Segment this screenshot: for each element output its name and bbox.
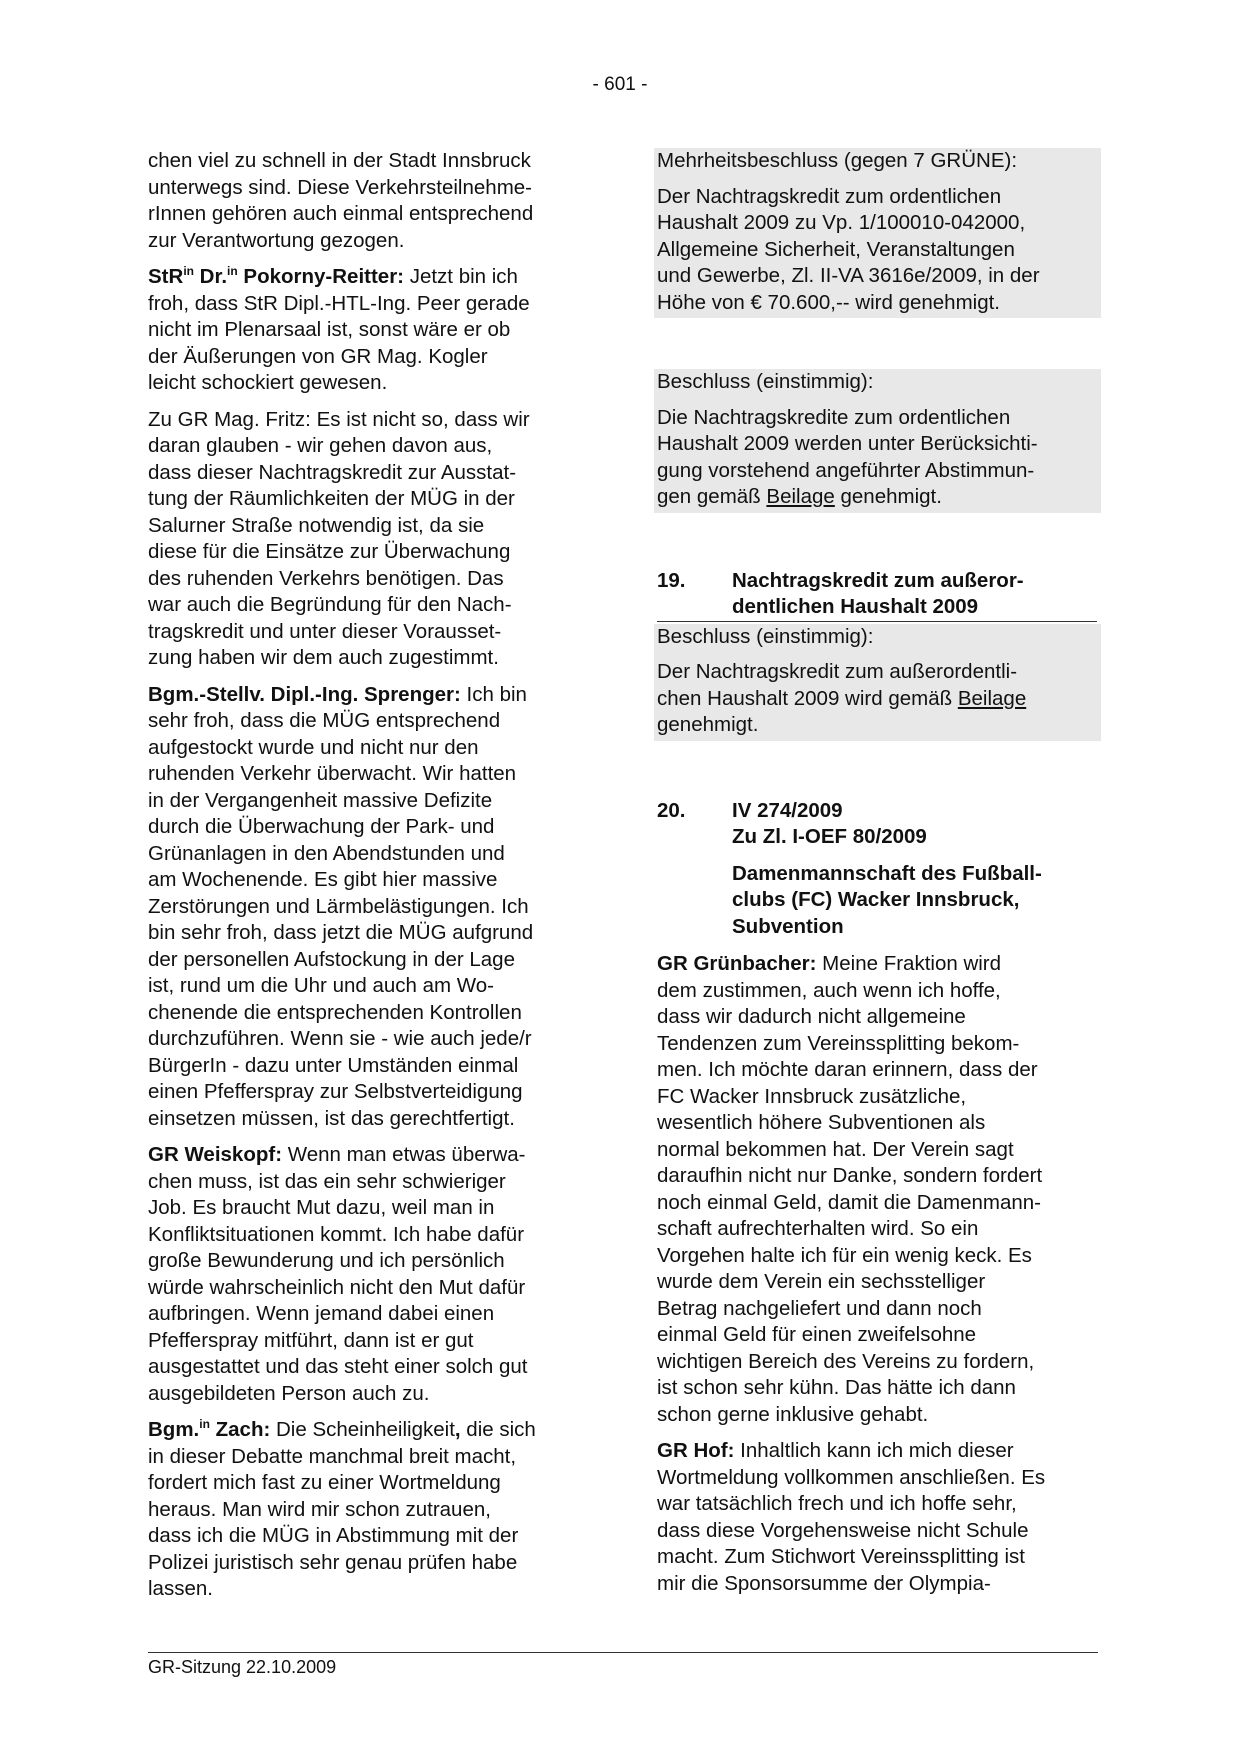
- text-line: bin sehr froh, dass jetzt die MÜG aufgrund: [148, 921, 534, 944]
- speech-text: Inhaltlich kann ich mich dieser: [734, 1439, 1014, 1462]
- text-line: ist, rund um die Uhr und auch am Wo-: [148, 974, 494, 997]
- speaker-surname: Zach:: [209, 1418, 271, 1441]
- footer-divider: [148, 1652, 1098, 1653]
- item-number: 20.: [657, 798, 686, 822]
- speaker-title: StR: [148, 265, 184, 288]
- text-line: diese für die Einsätze zur Überwachung: [148, 540, 511, 563]
- text-line: wurde dem Verein ein sechsstelliger: [657, 1270, 986, 1293]
- text-line: Höhe von € 70.600,-- wird genehmigt.: [657, 290, 1001, 314]
- superscript: in: [199, 1417, 210, 1432]
- text-line: große Bewunderung und ich persönlich: [148, 1249, 505, 1272]
- text-line: normal bekommen hat. Der Verein sagt: [657, 1137, 1014, 1161]
- text-line: der Äußerungen von GR Mag. Kogler: [148, 344, 488, 368]
- text-line: fordert mich fast zu einer Wortmeldung: [148, 1471, 501, 1494]
- speaker-title: Dr.: [193, 265, 228, 288]
- text-line: dass wir dadurch nicht allgemeine: [657, 1005, 966, 1028]
- resolution-box-item19: [654, 624, 1101, 741]
- speaker-name: GR Weiskopf:: [148, 1143, 283, 1166]
- text-span: genehmigt.: [834, 485, 942, 508]
- speaker-surname: Pokorny-Reitter:: [237, 265, 405, 288]
- speaker-name: [148, 265, 404, 288]
- agenda-item-20: [657, 798, 1097, 941]
- text-line: dass dieser Nachtragskredit zur Ausstat-: [148, 460, 517, 484]
- text-line: unterwegs sind. Diese Verkehrsteilnehme-: [148, 175, 532, 199]
- text-line: zur Verantwortung gezogen.: [148, 228, 405, 252]
- text-line: nicht im Plenarsaal ist, sonst wäre er ob: [148, 318, 511, 341]
- gruenbacher-paragraph: [657, 951, 1097, 1428]
- text-line: Polizei juristisch sehr genau prüfen habe: [148, 1550, 518, 1574]
- pokorny-paragraph: [148, 264, 588, 397]
- resolution-heading: Beschluss (einstimmig):: [657, 624, 874, 648]
- text-line: Allgemeine Sicherheit, Veranstaltungen: [657, 237, 1015, 261]
- text-line: ausgestattet und das steht einer solch gut: [148, 1355, 528, 1378]
- text-line: tragskredit und unter dieser Vorausset-: [148, 619, 502, 643]
- text-line: würde wahrscheinlich nicht den Mut dafür: [148, 1275, 526, 1299]
- text-line: [148, 264, 588, 291]
- text-line: wesentlich höhere Subventionen als: [657, 1111, 986, 1134]
- text-line: war tatsächlich frech und ich hoffe sehr,: [657, 1492, 1017, 1515]
- agenda-item-19: [657, 568, 1097, 622]
- text-line: mir die Sponsorsumme der Olympia-: [657, 1571, 991, 1595]
- fritz-paragraph: [148, 407, 588, 672]
- text-line: aufbringen. Wenn jemand dabei einen: [148, 1302, 495, 1325]
- text-line: Vorgehen halte ich für ein wenig keck. Es: [657, 1243, 1032, 1267]
- text-line: dem zustimmen, auch wenn ich hoffe,: [657, 978, 1001, 1002]
- item-title-line: Damenmannschaft des Fußball-: [732, 861, 1042, 885]
- item-title-line: clubs (FC) Wacker Innsbruck,: [732, 888, 1020, 911]
- text-line: rInnen gehören auch einmal entsprechend: [148, 202, 534, 225]
- text-line: Grünanlagen in den Abendstunden und: [148, 841, 505, 865]
- text-line: Wortmeldung vollkommen anschließen. Es: [657, 1465, 1046, 1489]
- speech-text: die sich: [460, 1418, 536, 1441]
- text-line: durch die Überwachung der Park- und: [148, 815, 495, 838]
- item-title-line: Subvention: [732, 914, 844, 938]
- right-column: [657, 148, 1097, 1607]
- text-line: genehmigt.: [657, 713, 759, 736]
- text-line: froh, dass StR Dipl.-HTL-Ing. Peer gerade: [148, 291, 530, 315]
- text-line: [657, 484, 1097, 511]
- text-line: ist schon sehr kühn. Das hätte ich dann: [657, 1376, 1016, 1399]
- superscript: in: [183, 264, 194, 279]
- speaker-name: GR Hof:: [657, 1439, 735, 1462]
- text-span: chen Haushalt 2009 wird gemäß: [657, 686, 958, 710]
- text-line: Zerstörungen und Lärmbelästigungen. Ich: [148, 894, 529, 918]
- text-line: Der Nachtragskredit zum ordentlichen: [657, 184, 1002, 208]
- text-line: Die Nachtragskredite zum ordentlichen: [657, 405, 1011, 429]
- text-line: Salurner Straße notwendig ist, da sie: [148, 513, 485, 537]
- text-line: zung haben wir dem auch zugestimmt.: [148, 646, 499, 669]
- text-line: [148, 1417, 588, 1444]
- item-reference: IV 274/2009: [732, 798, 843, 822]
- text-line: durchzuführen. Wenn sie - wie auch jede/r: [148, 1027, 532, 1050]
- text-line: BürgerIn - dazu unter Umständen einmal: [148, 1053, 519, 1077]
- superscript: in: [227, 264, 238, 279]
- text-line: tung der Räumlichkeiten der MÜG in der: [148, 487, 515, 510]
- text-line: [148, 1142, 588, 1169]
- text-line: macht. Zum Stichwort Vereinssplitting ist: [657, 1545, 1025, 1568]
- text-line: dass ich die MÜG in Abstimmung mit der: [148, 1524, 519, 1547]
- text-line: ruhenden Verkehr überwacht. Wir hatten: [148, 762, 517, 785]
- text-line: Betrag nachgeliefert und dann noch: [657, 1296, 982, 1320]
- item-title-line: dentlichen Haushalt 2009: [732, 595, 979, 618]
- text-line: gung vorstehend angeführter Abstimmun-: [657, 458, 1035, 482]
- text-line: aufgestockt wurde und nicht nur den: [148, 735, 479, 759]
- text-line: dass diese Vorgehensweise nicht Schule: [657, 1518, 1029, 1542]
- text-line: Haushalt 2009 werden unter Berücksichti-: [657, 432, 1038, 455]
- text-line: einen Pfefferspray zur Selbstverteidigung: [148, 1080, 523, 1103]
- item-reference: Zu Zl. I-OEF 80/2009: [732, 825, 927, 848]
- text-line: FC Wacker Innsbruck zusätzliche,: [657, 1084, 967, 1108]
- zach-paragraph: [148, 1417, 588, 1603]
- text-line: noch einmal Geld, damit die Damenmann-: [657, 1190, 1041, 1214]
- text-line: [657, 951, 1097, 978]
- text-line: heraus. Man wird mir schon zutrauen,: [148, 1497, 491, 1521]
- bold-comma: ,: [454, 1418, 461, 1441]
- left-column: [148, 148, 588, 1613]
- text-line: Pfefferspray mitführt, dann ist er gut: [148, 1328, 474, 1352]
- speech-text: Die Scheinheiligkeit: [270, 1418, 455, 1441]
- text-line: und Gewerbe, Zl. II-VA 3616e/2009, in der: [657, 264, 1040, 287]
- text-line: chen muss, ist das ein sehr schwieriger: [148, 1169, 506, 1193]
- text-line: Job. Es braucht Mut dazu, weil man in: [148, 1196, 495, 1219]
- resolution-box-majority: [654, 148, 1101, 318]
- speech-text: Jetzt bin ich: [404, 265, 518, 288]
- text-line: Tendenzen zum Vereinssplitting bekom-: [657, 1031, 1020, 1055]
- weiskopf-paragraph: [148, 1142, 588, 1407]
- hof-paragraph: [657, 1438, 1097, 1597]
- text-line: des ruhenden Verkehrs benötigen. Das: [148, 566, 504, 590]
- resolution-box-unanimous: [654, 369, 1101, 513]
- text-line: Zu GR Mag. Fritz: Es ist nicht so, dass wir: [148, 407, 530, 431]
- text-line: ausgebildeten Person auch zu.: [148, 1381, 430, 1405]
- speech-text: Ich bin: [460, 682, 527, 706]
- text-line: wichtigen Bereich des Vereins zu fordern,: [657, 1349, 1035, 1373]
- text-line: lassen.: [148, 1577, 213, 1600]
- beilage-link[interactable]: Beilage: [766, 485, 835, 508]
- text-line: einmal Geld für einen zweifelsohne: [657, 1323, 977, 1346]
- page-number: - 601 -: [592, 74, 648, 95]
- text-line: war auch die Begründung für den Nach-: [148, 593, 512, 616]
- item-number: 19.: [657, 568, 686, 592]
- resolution-heading: Beschluss (einstimmig):: [657, 370, 874, 393]
- text-line: [657, 1438, 1097, 1465]
- intro-paragraph: [148, 148, 588, 254]
- text-line: in dieser Debatte manchmal breit macht,: [148, 1444, 517, 1468]
- text-line: [148, 682, 588, 709]
- text-line: einsetzen müssen, ist das gerechtfertigt.: [148, 1106, 515, 1130]
- text-line: schaft aufrechterhalten wird. So ein: [657, 1217, 979, 1240]
- text-line: Der Nachtragskredit zum außerordentli-: [657, 660, 1018, 683]
- item-title-line: Nachtragskredit zum außeror-: [732, 568, 1024, 592]
- text-line: am Wochenende. Es gibt hier massive: [148, 868, 498, 891]
- speaker-name: Bgm.-Stellv. Dipl.-Ing. Sprenger:: [148, 682, 461, 706]
- text-line: der personellen Aufstockung in der Lage: [148, 947, 515, 971]
- text-line: daraufhin nicht nur Danke, sondern fordert: [657, 1164, 1043, 1187]
- text-line: men. Ich möchte daran erinnern, dass der: [657, 1058, 1038, 1081]
- speech-text: Wenn man etwas überwa-: [282, 1143, 526, 1166]
- footer-text: GR-Sitzung 22.10.2009: [148, 1657, 337, 1677]
- sprenger-paragraph: [148, 682, 588, 1133]
- text-line: daran glauben - wir gehen davon aus,: [148, 434, 493, 457]
- speaker-name: [148, 1418, 270, 1441]
- speech-text: Meine Fraktion wird: [816, 952, 1002, 975]
- text-line: [657, 686, 1097, 713]
- text-line: in der Vergangenheit massive Defizite: [148, 788, 493, 812]
- text-line: chen viel zu schnell in der Stadt Innsbruck: [148, 149, 531, 172]
- text-line: Haushalt 2009 zu Vp. 1/100010-042000,: [657, 211, 1026, 234]
- text-line: sehr froh, dass die MÜG entsprechend: [148, 709, 501, 732]
- text-line: leicht schockiert gewesen.: [148, 371, 388, 394]
- text-line: Konfliktsituationen kommt. Ich habe dafür: [148, 1222, 525, 1246]
- beilage-link[interactable]: Beilage: [957, 686, 1027, 710]
- text-line: schon gerne inklusive gehabt.: [657, 1402, 929, 1426]
- resolution-heading: Mehrheitsbeschluss (gegen 7 GRÜNE):: [657, 149, 1018, 172]
- text-span: gen gemäß: [657, 485, 767, 508]
- speaker-title: Bgm.: [148, 1418, 200, 1441]
- text-line: chenende die entsprechenden Kontrollen: [148, 1000, 522, 1024]
- speaker-name: GR Grünbacher:: [657, 952, 817, 975]
